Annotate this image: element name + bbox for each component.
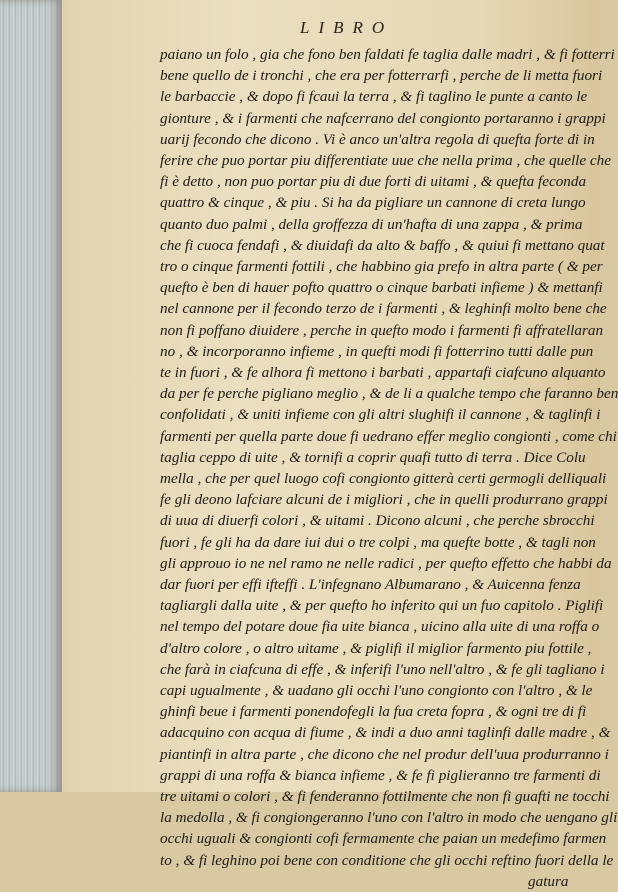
text-line: che farà in ciafcuna di effe , & inferifi l'uno nell'altro , & fe gli tagliano i <box>160 660 605 678</box>
text-line: tro o cinque farmenti fottili , che habbino gia prefo in altra parte ( & per <box>160 258 603 275</box>
text-line: to , & fi leghino poi bene con conditione che gli occhi reftino fuori della le <box>160 851 614 869</box>
text-line: ferire che puo portar piu differentiate uue che nella prima , che quelle che <box>160 152 612 169</box>
text-line: grappi di una roffa & bianca infieme , & fe fi piglieranno tre farmenti di <box>160 766 601 784</box>
text-line: tagliargli dalla uite , & per quefto ho inferito qui un fuo capitolo . Piglifi <box>160 597 604 615</box>
text-line: occhi uguali & congionti cofi fermamente che paian un medefimo farmen <box>160 830 607 848</box>
text-line: confolidati , & uniti infieme con gli altri slughifi il cannone , & taglinfi i <box>160 406 601 424</box>
text-line: la medolla , & fi congiongeranno l'uno con l'altro in modo che uengano gli <box>160 809 618 827</box>
text-line: no , & incorporanno infieme , in quefti modi fi fotterrino tutti dalle pun <box>160 342 594 360</box>
text-line: da per fe perche pigliano meglio , & de li a qualche tempo che faranno ben <box>160 385 618 403</box>
text-line: non fi poffano diuidere , perche in quefto modo i farmenti fi affratellaran <box>160 321 604 339</box>
text-line: tre uitami o colori , & fi fenderanno fottilmente che non fi guafti ne tocchi <box>160 788 610 805</box>
text-line: taglia ceppo di uite , & tornifi a coprir quafi tutto di terra . Dice Colu <box>160 448 586 466</box>
text-line: piantinfi in altra parte , che dicono che nel produr dell'uua produrranno i <box>160 745 609 763</box>
text-line: fe gli deono lafciare alcuni de i migliori , che in quelli produrrano grappi <box>160 491 608 509</box>
text-line: quanto duo palmi , della groffezza di un'hafta di una zappa , & prima <box>160 215 583 233</box>
text-line: quefto è ben di hauer pofto quattro o cinque barbati infieme ) & mettanfi <box>160 279 603 297</box>
text-line: bene quello de i tronchi , che era per fotterrarfi , perche de li metta fuori <box>160 67 603 85</box>
text-line: di uua di diuerfi colori , & uitami . Dicono alcuni , che perche sbrocchi <box>160 512 595 530</box>
text-line: fuori , fe gli ha da dare iui dui o tre colpi , ma quefte botte , & tagli non <box>160 533 596 551</box>
text-line: gli approuo io ne nel ramo ne nelle radici , per quefto effetto che habbi da <box>160 554 612 572</box>
text-line: quattro & cinque , & piu . Si ha da pigliare un cannone di creta lungo <box>160 194 586 212</box>
text-line: nel cannone per il fecondo terzo de i farmenti , & leghinfi molto bene che <box>160 300 607 318</box>
text-line: capi ugualmente , & uadano gli occhi l'uno congionto con l'altro , & le <box>160 682 593 699</box>
text-line: fi è detto , non puo portar piu di due forti di uitami , & quefta feconda <box>160 173 587 191</box>
running-header: LIBRO <box>300 18 394 37</box>
text-line: uarij fecondo che dicono . Vi è anco un'altra regola di quefta forte di in <box>160 130 595 148</box>
text-line: che fi cuoca fendafi , & diuidafi da alto & baffo , & quiui fi mettano quat <box>160 236 605 254</box>
text-line: nel tempo del potare doue fia uite bianca , uicino alla uite di una roffa o <box>160 618 600 636</box>
text-line: farmenti per quella parte doue fi uedrano effer meglio congionti , come chi <box>160 427 617 445</box>
text-line: ghinfi beue i farmenti ponendofegli la fua creta fopra , & ogni tre di fi <box>160 703 587 721</box>
text-line: adacquino con acqua di fiume , & indi a duo anni taglinfi dalle madre , & <box>160 724 611 742</box>
text-line: gatura <box>528 872 569 890</box>
text-line: dar fuori per effi ifteffi . L'infegnano Albumarano , & Auicenna fenza <box>160 576 581 593</box>
text-line: le barbaccie , & dopo fi fcaui la terra , & fi taglino le punte a canto le <box>160 88 588 106</box>
text-line: gionture , & i farmenti che nafcerrano del congionto portaranno i grappi <box>160 109 606 127</box>
text-line: te in fuori , & fe alhora fi mettono i barbati , appartafi ciafcuno alquanto <box>160 364 606 381</box>
text-line: d'altro colore , o altro uitame , & piglifi il miglior farmento piu fottile , <box>160 639 592 657</box>
text-line: mella , che per quel luogo cofi congionto gitterà certi germogli delliquali <box>160 470 607 487</box>
text-line: paiano un folo , gia che fono ben faldati fe taglia dalle madri , & fi fotterri <box>160 46 615 63</box>
